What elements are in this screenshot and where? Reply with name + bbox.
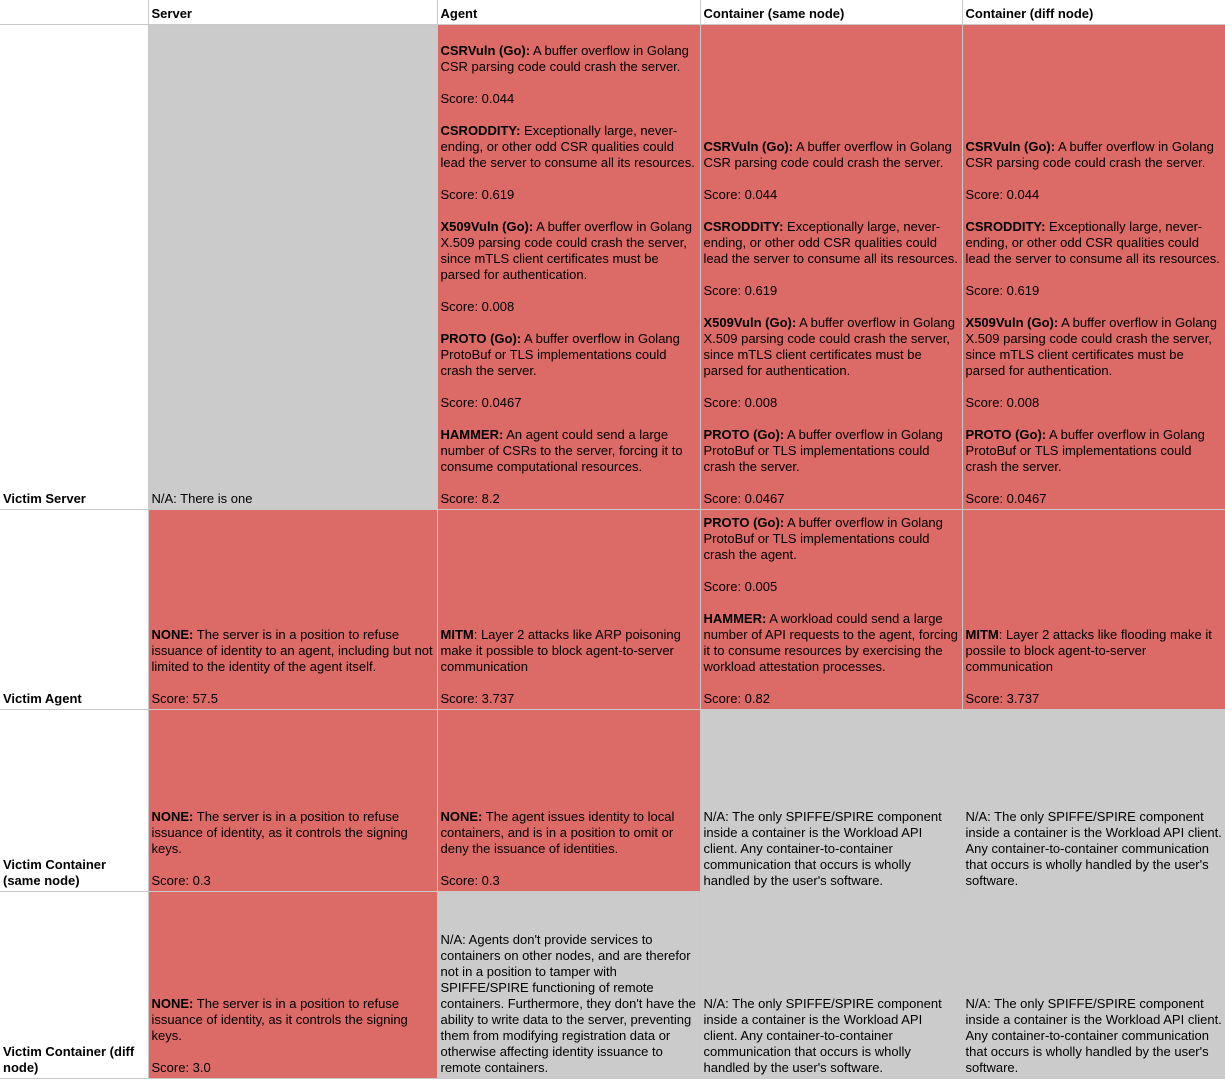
threat-name: HAMMER:: [440, 427, 504, 442]
row-label-text: Victim Server: [3, 491, 86, 506]
cell-content: [963, 710, 1225, 891]
score-text: Score: 0.0467: [965, 491, 1047, 506]
threat-name: CSRVuln (Go):: [440, 43, 531, 58]
score-text: Score: 0.044: [703, 187, 778, 202]
column-header-container-diff-node[interactable]: Container (diff node): [962, 0, 1225, 25]
threat-name: NONE:: [151, 627, 194, 642]
threat-paragraph: [966, 139, 1223, 171]
threat-name: MITM: [965, 627, 999, 642]
cell-victim-container-diff-node-container-same-node[interactable]: [700, 892, 962, 1079]
row-label-victim-container-diff-node[interactable]: [0, 892, 148, 1079]
cell-victim-container-diff-node-agent[interactable]: [437, 892, 700, 1079]
row-label-victim-agent[interactable]: [0, 510, 148, 710]
score-text: Score: 57.5: [151, 691, 218, 706]
cell-victim-server-container-same-node[interactable]: [700, 25, 962, 510]
na-text: N/A: The only SPIFFE/SPIRE component inside a container is the Workload API client. Any container-to-container communication that occurs is wholly handled by the user's software.: [703, 996, 942, 1075]
cell-content: [149, 510, 437, 709]
row-label-wrap: [0, 710, 148, 891]
threat-paragraph: [441, 331, 697, 379]
score-text: Score: 3.737: [965, 691, 1040, 706]
cell-victim-container-same-node-container-diff-node[interactable]: [962, 710, 1225, 892]
threat-paragraph: [704, 515, 959, 563]
threat-description: The server is in a position to refuse issuance of identity, as it controls the signing keys.: [151, 996, 408, 1043]
threat-paragraph: [704, 611, 959, 675]
threat-name: PROTO (Go):: [965, 427, 1047, 442]
cell-content: [149, 25, 437, 509]
score-text: Score: 0.008: [965, 395, 1040, 410]
score-text: Score: 0.619: [703, 283, 778, 298]
threat-paragraph: [704, 139, 959, 171]
column-header-server[interactable]: Server: [148, 0, 437, 25]
threat-paragraph: [152, 996, 434, 1044]
cell-content: [149, 892, 437, 1078]
threat-description: A buffer overflow in Golang ProtoBuf or TLS implementations could crash the server.: [440, 331, 680, 378]
column-header-corner[interactable]: [0, 0, 148, 25]
cell-content: [963, 892, 1225, 1078]
threat-paragraph: [966, 427, 1223, 475]
threat-description: Exceptionally large, never-ending, or other odd CSR qualities could lead the server to consume all its resources.: [965, 219, 1220, 266]
score-text: Score: 0.82: [703, 691, 770, 706]
threat-description: A buffer overflow in Golang CSR parsing code could crash the server.: [965, 139, 1214, 170]
threat-name: X509Vuln (Go):: [965, 315, 1059, 330]
column-header-agent[interactable]: Agent: [437, 0, 700, 25]
threat-description: Exceptionally large, never-ending, or other odd CSR qualities could lead the server to consume all its resources.: [703, 219, 958, 266]
cell-content: [701, 892, 962, 1078]
threat-name: PROTO (Go):: [703, 515, 785, 530]
threat-description: A buffer overflow in Golang X.509 parsing code could crash the server, since mTLS client certificates must be parsed for authentication.: [703, 315, 955, 378]
threat-paragraph: [441, 627, 697, 675]
threat-description: The server is in a position to refuse issuance of identity, as it controls the signing keys.: [151, 809, 408, 856]
threat-description: An agent could send a large number of CSRs to the server, forcing it to consume computational resources.: [440, 427, 683, 474]
threat-paragraph: [441, 427, 697, 475]
score-text: Score: 0.3: [440, 873, 500, 888]
na-text: N/A: There is one: [151, 491, 253, 506]
threat-description: A buffer overflow in Golang ProtoBuf or TLS implementations could crash the server.: [965, 427, 1205, 474]
row-label-text: Victim Container (diff node): [3, 1044, 135, 1075]
cell-content: [701, 510, 962, 709]
cell-victim-container-same-node-agent[interactable]: [437, 710, 700, 892]
cell-content: [963, 25, 1225, 509]
threat-name: CSRVuln (Go):: [965, 139, 1056, 154]
cell-content: [438, 510, 700, 709]
row-label-wrap: [0, 25, 148, 509]
na-text: N/A: The only SPIFFE/SPIRE component inside a container is the Workload API client. Any container-to-container communication that occurs is wholly handled by the user's software.: [965, 996, 1222, 1075]
cell-content: [438, 892, 700, 1078]
threat-name: NONE:: [151, 996, 194, 1011]
table-row: [0, 710, 1225, 892]
table-row: [0, 25, 1225, 510]
threat-paragraph: [966, 627, 1223, 675]
column-header-container-same-node[interactable]: Container (same node): [700, 0, 962, 25]
threat-paragraph: [152, 809, 434, 857]
threat-paragraph: [966, 219, 1223, 267]
threat-description: A workload could send a large number of API requests to the agent, forcing it to consume resources by exercising the workload attestation processes.: [703, 611, 958, 674]
score-text: Score: 0.3: [151, 873, 211, 888]
cell-victim-container-diff-node-server[interactable]: [148, 892, 437, 1079]
cell-victim-agent-container-diff-node[interactable]: [962, 510, 1225, 710]
threat-paragraph: [441, 43, 697, 75]
threat-description: A buffer overflow in Golang ProtoBuf or TLS implementations could crash the server.: [703, 427, 943, 474]
cell-content: [701, 710, 962, 891]
threat-name: X509Vuln (Go):: [440, 219, 534, 234]
table-row: [0, 510, 1225, 710]
na-text: N/A: The only SPIFFE/SPIRE component inside a container is the Workload API client. Any container-to-container communication that occurs is wholly handled by the user's software.: [703, 809, 942, 888]
threat-name: NONE:: [151, 809, 194, 824]
cell-victim-container-diff-node-container-diff-node[interactable]: [962, 892, 1225, 1079]
threat-paragraph: [704, 219, 959, 267]
threat-description: A buffer overflow in Golang X.509 parsing code could crash the server, since mTLS client certificates must be parsed for authentication.: [440, 219, 692, 282]
score-text: Score: 8.2: [440, 491, 500, 506]
score-text: Score: 0.005: [703, 579, 778, 594]
cell-victim-container-same-node-server[interactable]: [148, 710, 437, 892]
threat-paragraph: [704, 427, 959, 475]
threat-description: The server is in a position to refuse issuance of identity to an agent, including but not limited to the identity of the agent itself.: [151, 627, 433, 674]
threat-paragraph: [152, 627, 434, 675]
score-text: Score: 0.0467: [440, 395, 522, 410]
na-text: N/A: The only SPIFFE/SPIRE component inside a container is the Workload API client. Any container-to-container communication that occurs is wholly handled by the user's software.: [965, 809, 1222, 888]
score-text: Score: 0.619: [965, 283, 1040, 298]
threat-description: A buffer overflow in Golang CSR parsing code could crash the server.: [703, 139, 952, 170]
threat-description: A buffer overflow in Golang X.509 parsing code could crash the server, since mTLS client certificates must be parsed for authentication.: [965, 315, 1217, 378]
threat-description: The agent issues identity to local containers, and is in a position to omit or deny the issuance of identities.: [440, 809, 675, 856]
threat-description: Exceptionally large, never-ending, or other odd CSR qualities could lead the server to consume all its resources.: [440, 123, 695, 170]
threat-name: MITM: [440, 627, 474, 642]
score-text: Score: 3.737: [440, 691, 515, 706]
threat-description: : Layer 2 attacks like flooding make it possile to block agent-to-server communication: [965, 627, 1212, 674]
threat-name: X509Vuln (Go):: [703, 315, 797, 330]
threat-description: : Layer 2 attacks like ARP poisoning make it possible to block agent-to-server communication: [440, 627, 681, 674]
score-text: Score: 0.619: [440, 187, 515, 202]
threat-name: CSRODDITY:: [440, 123, 521, 138]
threat-description: A buffer overflow in Golang CSR parsing code could crash the server.: [440, 43, 689, 74]
threat-description: A buffer overflow in Golang ProtoBuf or TLS implementations could crash the agent.: [703, 515, 943, 562]
table-row: [0, 892, 1225, 1079]
row-label-text: Victim Container (same node): [3, 857, 107, 888]
row-label-victim-server[interactable]: [0, 25, 148, 510]
row-label-victim-container-same-node[interactable]: [0, 710, 148, 892]
cell-content: [701, 25, 962, 509]
score-text: Score: 0.044: [965, 187, 1040, 202]
threat-name: HAMMER:: [703, 611, 767, 626]
row-label-text: Victim Agent: [3, 691, 82, 706]
threat-name: PROTO (Go):: [703, 427, 785, 442]
threat-name: NONE:: [440, 809, 483, 824]
threat-paragraph: [441, 123, 697, 171]
cell-content: [149, 710, 437, 891]
threat-name: CSRODDITY:: [703, 219, 784, 234]
row-label-wrap: [0, 510, 148, 709]
cell-victim-agent-server[interactable]: [148, 510, 437, 710]
cell-victim-server-container-diff-node[interactable]: [962, 25, 1225, 510]
score-text: Score: 0.008: [703, 395, 778, 410]
header-row: [0, 0, 1225, 25]
threat-paragraph: [441, 809, 697, 857]
cell-victim-container-same-node-container-same-node[interactable]: [700, 710, 962, 892]
row-label-wrap: [0, 892, 148, 1078]
cell-content: [438, 710, 700, 891]
cell-content: [963, 510, 1225, 709]
cell-victim-server-agent[interactable]: [437, 25, 700, 510]
threat-name: CSRVuln (Go):: [703, 139, 794, 154]
na-text: N/A: Agents don't provide services to containers on other nodes, and are therefor not in a position to tamper with SPIFFE/SPIRE functioning of remote containers. Furthermore, they don't have the ability to write data to the server, preventing them from modifying registration data or otherwise affecting identity issuance to remote containers.: [440, 932, 696, 1075]
cell-content: [438, 25, 700, 509]
threat-name: PROTO (Go):: [440, 331, 522, 346]
score-text: Score: 3.0: [151, 1060, 211, 1075]
score-text: Score: 0.008: [440, 299, 515, 314]
cell-victim-agent-container-same-node[interactable]: [700, 510, 962, 710]
threat-name: CSRODDITY:: [965, 219, 1046, 234]
threat-paragraph: [704, 315, 959, 379]
score-text: Score: 0.044: [440, 91, 515, 106]
cell-victim-agent-agent[interactable]: [437, 510, 700, 710]
score-text: Score: 0.0467: [703, 491, 785, 506]
threat-paragraph: [966, 315, 1223, 379]
cell-victim-server-server[interactable]: [148, 25, 437, 510]
threat-paragraph: [441, 219, 697, 283]
